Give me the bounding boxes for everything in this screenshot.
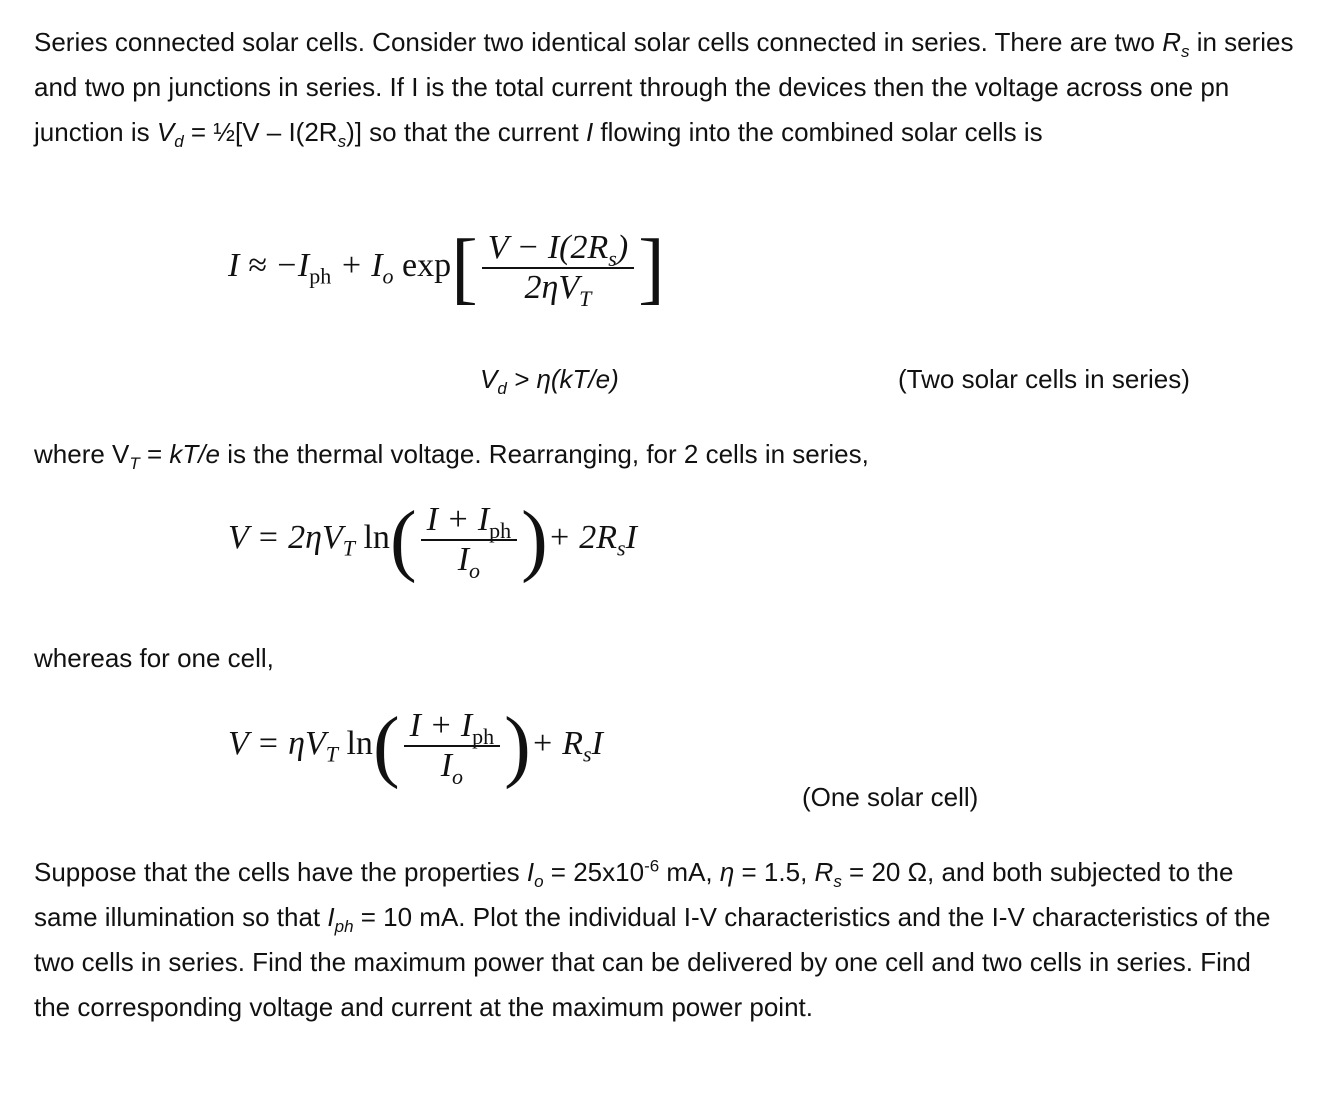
subscript: s — [608, 245, 617, 271]
text-segment: = 10 mA. Plot the individual I-V characteristics and the I-V characteristics of the two cells in series. Find the maximum power that can be delivered by one cell and two cells in series. Find the corresponding voltage and current at the maximum power point. — [34, 902, 1271, 1022]
subscript: s — [617, 535, 626, 561]
text-segment: where V — [34, 439, 130, 469]
subscript: o — [452, 763, 464, 789]
text-segment: Suppose that the cells have the properties — [34, 857, 527, 887]
numerator-text: I + I — [409, 707, 473, 744]
subscript: ph — [334, 917, 354, 937]
text-segment: )] so that the current — [346, 117, 586, 147]
symbol-iph: I — [327, 902, 335, 932]
fraction-denominator — [482, 267, 634, 311]
equation-one-cell-voltage — [228, 702, 603, 790]
left-paren: ( — [372, 702, 400, 790]
intro-paragraph — [34, 20, 1294, 155]
text-segment: = ½[V – I(2R — [183, 117, 338, 147]
fraction-numerator — [482, 229, 634, 271]
label-two-cells: (Two solar cells in series) — [898, 364, 1190, 394]
eq-tail-end: I — [625, 518, 637, 556]
label-one-cell: (One solar cell) — [802, 782, 979, 812]
subscript: o — [382, 263, 394, 289]
text-italic: kT/e — [169, 439, 220, 469]
symbol-vd: V — [156, 117, 175, 147]
subscript: T — [129, 454, 140, 474]
fraction-denominator — [421, 539, 518, 583]
text-segment: is the thermal voltage. Rearranging, for 2 cells in series, — [220, 439, 869, 469]
numerator-text: I + I — [426, 501, 490, 538]
right-bracket: ] — [638, 224, 665, 312]
one-cell-paragraph: whereas for one cell, — [34, 643, 274, 673]
eq-ln: ln — [354, 518, 390, 556]
subscript: T — [579, 285, 592, 311]
eq-term: + I — [331, 246, 383, 284]
subscript: s — [1180, 42, 1190, 62]
subscript: ph — [472, 723, 495, 749]
text-segment: = 1.5, — [734, 857, 815, 887]
eq-tail-end: I — [591, 724, 603, 762]
subscript: T — [342, 535, 355, 561]
text-segment: = 25x10 — [543, 857, 645, 887]
denominator-text: I — [440, 747, 453, 784]
eq-lhs: I ≈ −I — [228, 246, 310, 284]
numerator-end: ) — [616, 229, 629, 266]
subscript: o — [469, 557, 481, 583]
eq-fraction — [404, 707, 501, 789]
eq-lhs: V = ηV — [228, 724, 326, 762]
subscript: o — [534, 872, 544, 892]
subscript: T — [325, 741, 338, 767]
left-paren: ( — [389, 496, 417, 584]
text-segment: = — [139, 439, 170, 469]
right-paren: ) — [521, 496, 548, 584]
text-segment: = 20 Ω, and both subjected to the same illumination so that — [34, 857, 1234, 932]
symbol-eta: η — [719, 857, 735, 887]
thermal-voltage-paragraph — [34, 432, 1294, 477]
eq-fraction — [421, 501, 518, 583]
symbol-io: I — [526, 857, 535, 887]
subscript: s — [833, 872, 842, 892]
subscript: d — [174, 132, 184, 152]
numerator-text: V − I(2R — [487, 229, 609, 266]
fraction-numerator — [421, 501, 518, 543]
fraction-numerator — [404, 707, 501, 749]
subscript: s — [337, 132, 347, 152]
eq-lhs: V = 2ηV — [228, 518, 343, 556]
equation-series-voltage — [228, 496, 637, 584]
subscript: s — [583, 741, 592, 767]
denominator-text: I — [457, 541, 470, 578]
eq-fraction — [482, 229, 634, 311]
subscript: ph — [489, 517, 512, 543]
eq-ln: ln — [337, 724, 373, 762]
right-paren: ) — [504, 702, 531, 790]
symbol-i: I — [585, 117, 594, 147]
condition — [480, 364, 619, 399]
text-segment: in series and two pn junctions in series. If I is the total current through the devices then the voltage across one pn junction is — [34, 27, 1294, 147]
eq-tail: + R — [530, 724, 584, 762]
text-segment: Series connected solar cells. Consider two identical solar cells connected in series. There are two — [34, 27, 1163, 57]
fraction-denominator — [404, 745, 501, 789]
problem-paragraph — [34, 850, 1294, 1030]
cond-rest: > η(kT/e) — [506, 364, 619, 394]
equation-series-current — [228, 224, 665, 312]
symbol-rs: R — [1162, 27, 1181, 57]
eq-exp: exp — [393, 246, 452, 284]
text-segment: mA, — [659, 857, 720, 887]
denominator-text: 2ηV — [524, 269, 580, 306]
cond-symbol: V — [480, 364, 498, 394]
left-bracket: [ — [451, 224, 478, 312]
text-segment: flowing into the combined solar cells is — [593, 117, 1043, 147]
superscript: -6 — [644, 856, 660, 876]
eq-tail: + 2R — [547, 518, 618, 556]
subscript: ph — [309, 263, 332, 289]
subscript: d — [497, 379, 507, 399]
symbol-rs: R — [814, 857, 834, 887]
